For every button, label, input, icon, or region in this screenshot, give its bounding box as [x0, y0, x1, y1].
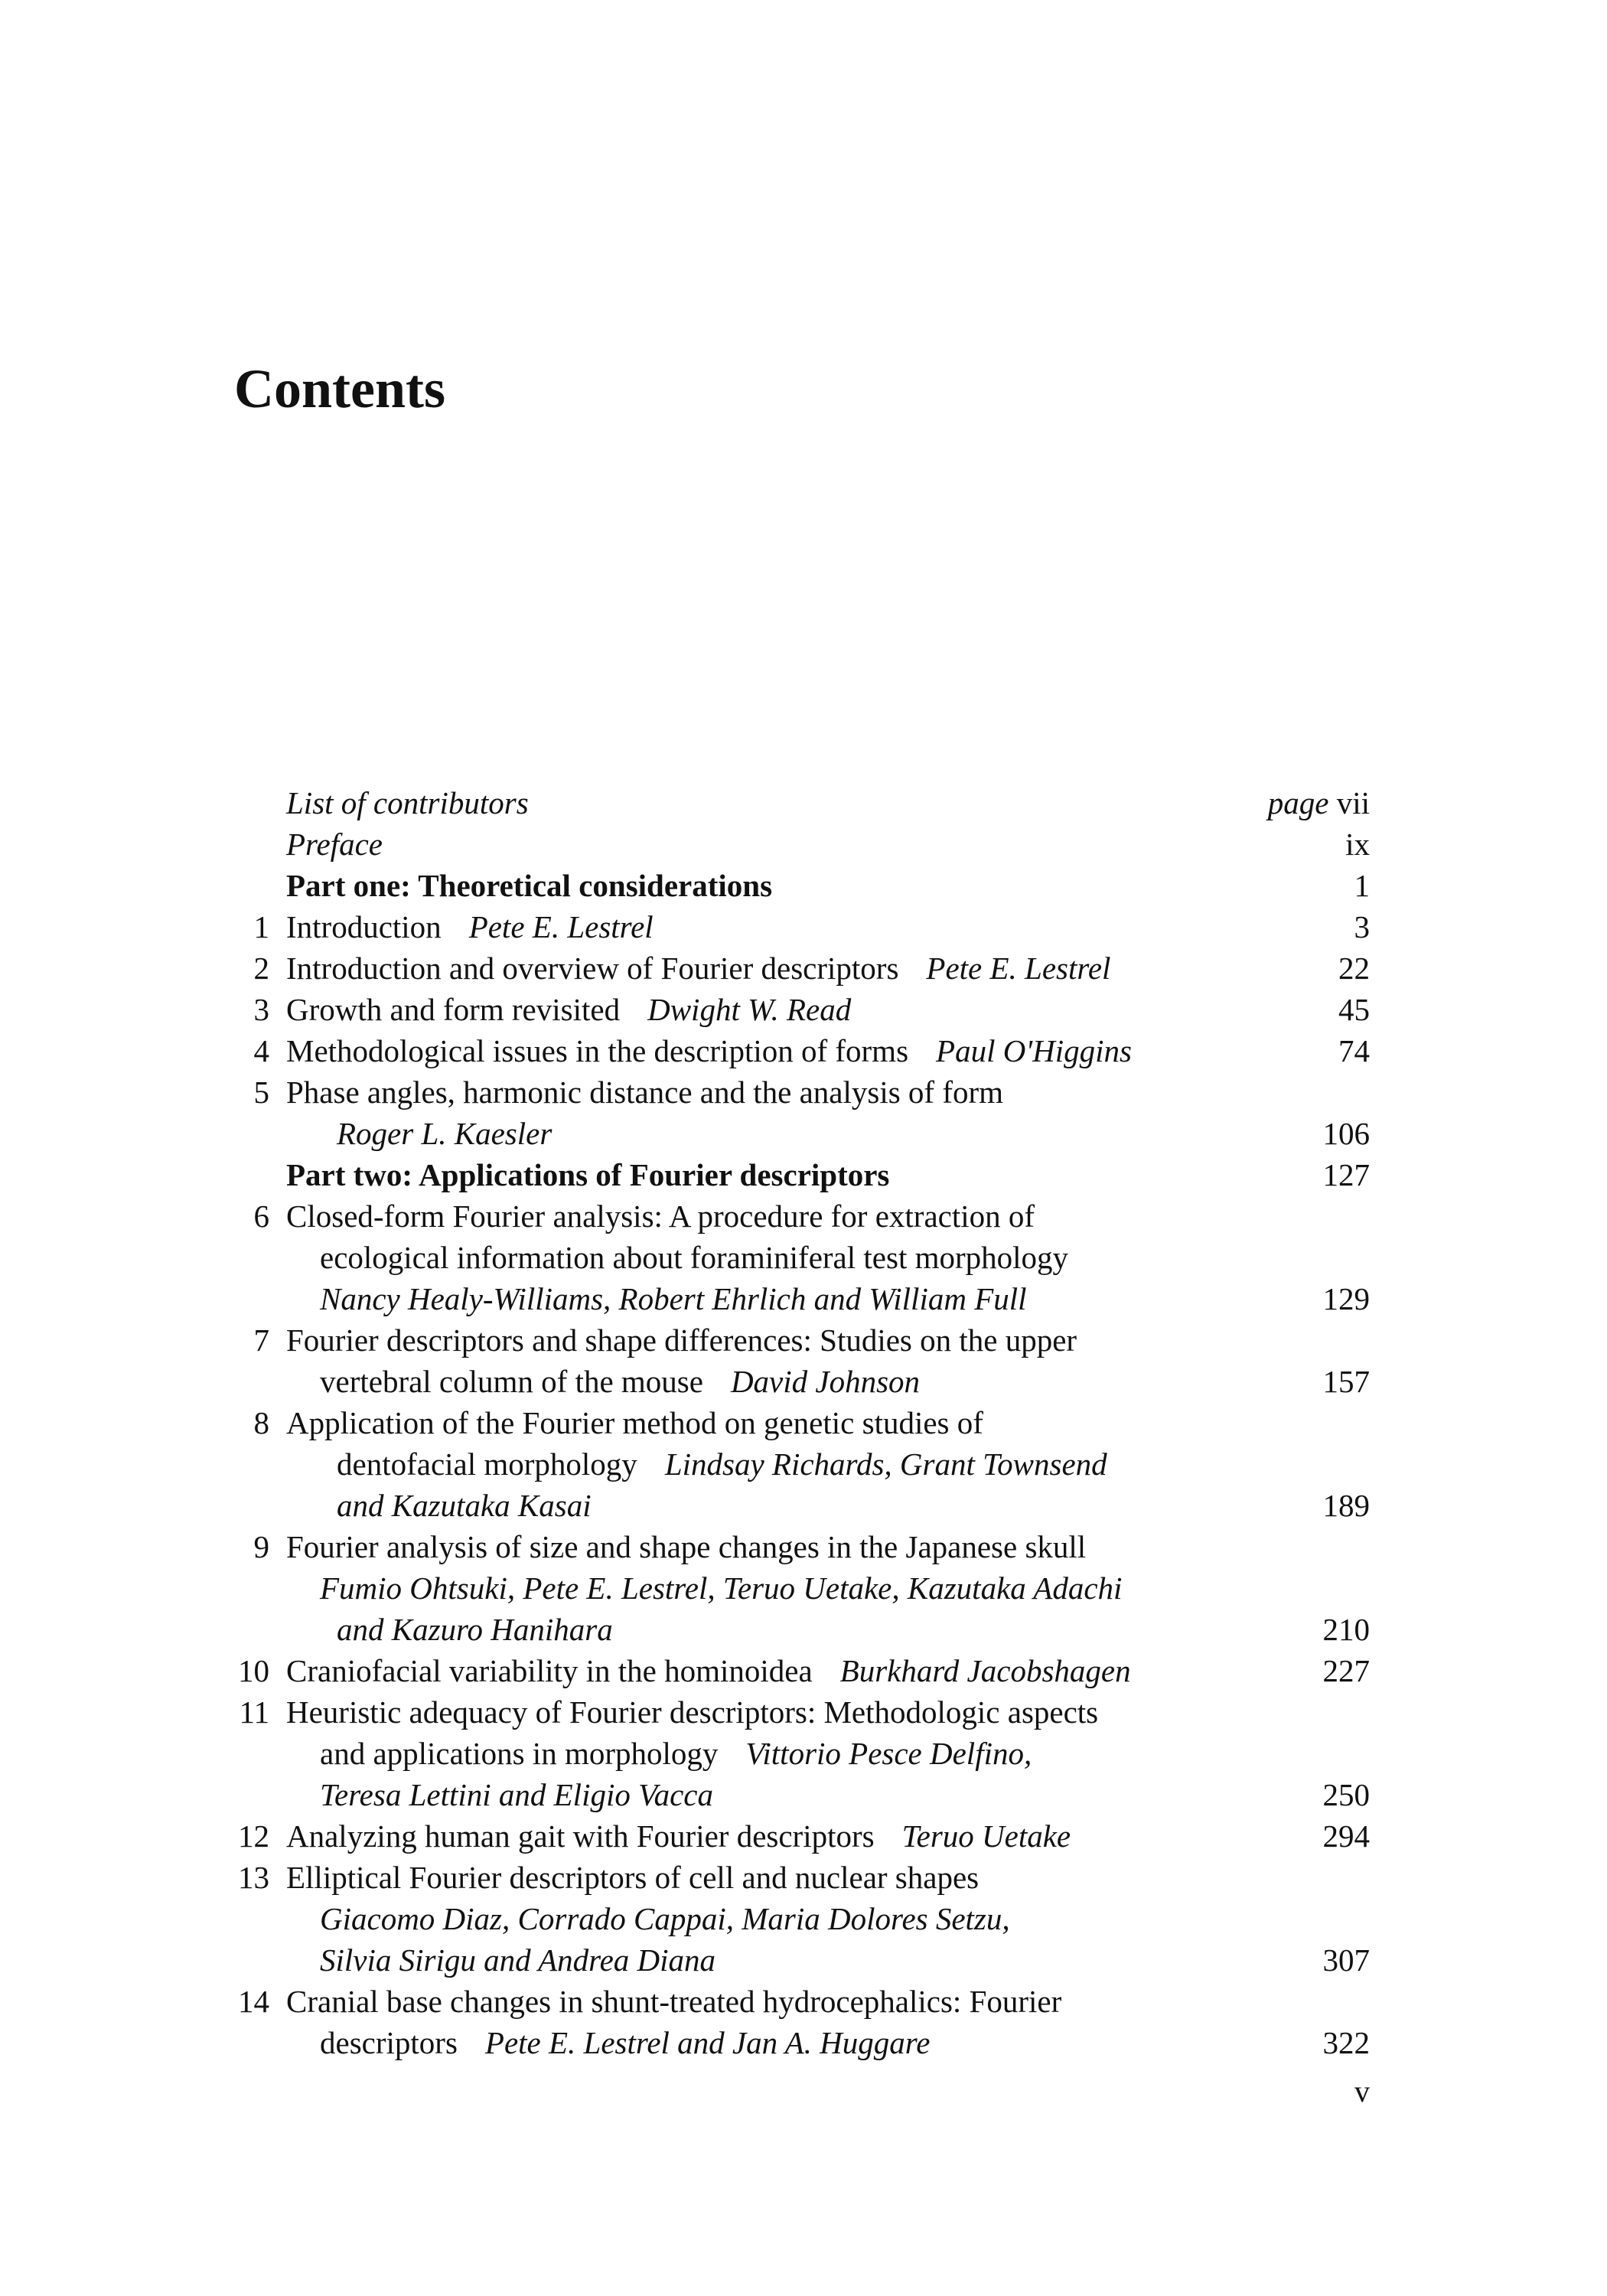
entry-page: 129: [1322, 1281, 1370, 1316]
toc-entry-chapter-14: [222, 1981, 1370, 2022]
toc-entry-chapter-6-author: [222, 1278, 1370, 1319]
chapter-number: 12: [238, 1818, 269, 1854]
entry-page: 307: [1322, 1942, 1370, 1978]
toc-entry-chapter-8-author: [222, 1485, 1370, 1526]
toc-entry-chapter-14-cont: [222, 2022, 1370, 2063]
chapter-title: Fourier descriptors and shape differences: Studies on the upper: [286, 1322, 1077, 1358]
entry-page: 74: [1338, 1033, 1370, 1068]
toc-entry-chapter-2: [222, 947, 1370, 989]
page-number: vii: [1336, 785, 1370, 820]
chapter-number: 6: [253, 1199, 269, 1234]
chapter-title: Methodological issues in the description of forms: [286, 1033, 909, 1068]
toc-entry-chapter-13: [222, 1857, 1370, 1898]
table-of-contents: [222, 782, 1370, 2063]
entry-page: [1268, 782, 1370, 823]
chapter-number: 10: [238, 1653, 269, 1688]
entry-text: [286, 947, 1110, 989]
chapter-author-cont: Silvia Sirigu and Andrea Diana: [320, 1942, 716, 1978]
toc-entry-chapter-1: [222, 906, 1370, 947]
chapter-title: Introduction: [286, 909, 442, 944]
chapter-title: Elliptical Fourier descriptors of cell and nuclear shapes: [286, 1860, 980, 1895]
entry-page: 227: [1322, 1653, 1370, 1688]
chapter-number: 8: [253, 1405, 269, 1440]
part-heading: Part two: Applications of Fourier descriptors: [286, 1157, 890, 1192]
chapter-author-cont: Teresa Lettini and Eligio Vacca: [320, 1777, 714, 1812]
entry-page: 250: [1322, 1777, 1370, 1812]
chapter-title: Introduction and overview of Fourier descriptors: [286, 951, 899, 986]
toc-entry-chapter-12: [222, 1815, 1370, 1857]
entry-page: ix: [1345, 827, 1370, 862]
chapter-title: Fourier analysis of size and shape changes in the Japanese skull: [286, 1529, 1087, 1564]
entry-text: [286, 1815, 1071, 1857]
chapter-author: Paul O'Higgins: [936, 1033, 1132, 1068]
chapter-author: Nancy Healy-Williams, Robert Ehrlich and William Full: [320, 1281, 1027, 1316]
chapter-author: Burkhard Jacobshagen: [839, 1653, 1131, 1688]
toc-entry-chapter-3: [222, 989, 1370, 1030]
page-title: Contents: [234, 358, 446, 419]
toc-entry-chapter-4: [222, 1030, 1370, 1071]
entry-text: [286, 989, 851, 1030]
chapter-title: Application of the Fourier method on genetic studies of: [286, 1405, 983, 1440]
entry-page: 1: [1354, 868, 1370, 903]
chapter-author: David Johnson: [730, 1364, 921, 1399]
chapter-author: Dwight W. Read: [647, 992, 852, 1027]
chapter-title: Closed-form Fourier analysis: A procedure for extraction of: [286, 1199, 1035, 1234]
entry-page: 22: [1338, 951, 1370, 986]
chapter-author: Pete E. Lestrel and Jan A. Huggare: [484, 2025, 931, 2060]
entry-text: [337, 1443, 1107, 1485]
chapter-title-cont: descriptors: [320, 2025, 458, 2060]
toc-entry-chapter-11-author: [222, 1774, 1370, 1815]
toc-entry-chapter-8: [222, 1402, 1370, 1443]
entry-text: [320, 1361, 920, 1402]
toc-entry-chapter-11-cont: [222, 1733, 1370, 1774]
chapter-number: 3: [253, 992, 269, 1027]
chapter-author: Teruo Uetake: [901, 1818, 1071, 1854]
chapter-author: Pete E. Lestrel: [468, 909, 654, 944]
chapter-author: Roger L. Kaesler: [337, 1116, 553, 1151]
chapter-title: Heuristic adequacy of Fourier descriptors: Methodologic aspects: [286, 1694, 1099, 1730]
toc-part-two: [222, 1154, 1370, 1195]
toc-entry-chapter-7: [222, 1319, 1370, 1361]
entry-page: 210: [1322, 1612, 1370, 1647]
entry-page: 294: [1322, 1818, 1370, 1854]
entry-text: [320, 1733, 1032, 1774]
chapter-title: Phase angles, harmonic distance and the analysis of form: [286, 1075, 1004, 1110]
chapter-author: Vittorio Pesce Delfino,: [745, 1736, 1032, 1771]
chapter-number: 13: [238, 1860, 269, 1895]
entry-text: [286, 1650, 1131, 1691]
toc-entry-preface: [222, 823, 1370, 865]
entry-page: 322: [1322, 2025, 1370, 2060]
chapter-title-cont: ecological information about foraminiferal test morphology: [320, 1240, 1069, 1275]
chapter-title: Cranial base changes in shunt-treated hydrocephalics: Fourier: [286, 1984, 1062, 2019]
chapter-author-cont: and Kazuro Hanihara: [337, 1612, 613, 1647]
toc-entry-contributors: [222, 782, 1370, 823]
entry-page: 106: [1322, 1116, 1370, 1151]
entry-page: 45: [1338, 992, 1370, 1027]
toc-entry-chapter-11: [222, 1691, 1370, 1733]
chapter-number: 2: [253, 951, 269, 986]
chapter-number: 11: [239, 1694, 269, 1730]
entry-text: [286, 1030, 1132, 1071]
chapter-title-cont: and applications in morphology: [320, 1736, 719, 1771]
chapter-author: Lindsay Richards, Grant Townsend: [664, 1446, 1107, 1482]
toc-entry-chapter-8-cont: [222, 1443, 1370, 1485]
toc-entry-chapter-6: [222, 1195, 1370, 1237]
entry-page: 189: [1322, 1488, 1370, 1523]
toc-entry-chapter-6-cont: [222, 1237, 1370, 1278]
entry-title: Preface: [286, 827, 383, 862]
chapter-title: Growth and form revisited: [286, 992, 621, 1027]
chapter-number: 5: [253, 1075, 269, 1110]
chapter-number: 4: [253, 1033, 269, 1068]
entry-page: 3: [1354, 909, 1370, 944]
chapter-author-cont: and Kazutaka Kasai: [337, 1488, 592, 1523]
chapter-title-cont: vertebral column of the mouse: [320, 1364, 703, 1399]
entry-title: List of contributors: [286, 785, 529, 820]
toc-entry-chapter-9: [222, 1526, 1370, 1567]
chapter-title: Craniofacial variability in the hominoidea: [286, 1653, 813, 1688]
chapter-number: 9: [253, 1529, 269, 1564]
part-heading: Part one: Theoretical considerations: [286, 868, 773, 903]
chapter-title: Analyzing human gait with Fourier descriptors: [286, 1818, 875, 1854]
entry-text: [286, 906, 654, 947]
toc-entry-chapter-10: [222, 1650, 1370, 1691]
toc-entry-chapter-9-author-cont: [222, 1609, 1370, 1650]
page-folio: v: [1354, 2074, 1370, 2108]
chapter-author: Fumio Ohtsuki, Pete E. Lestrel, Teruo Uetake, Kazutaka Adachi: [320, 1570, 1123, 1606]
chapter-author: Pete E. Lestrel: [926, 951, 1111, 986]
chapter-number: 14: [238, 1984, 269, 2019]
entry-text: [320, 2022, 930, 2063]
chapter-title-cont: dentofacial morphology: [337, 1446, 637, 1482]
toc-entry-chapter-5: [222, 1071, 1370, 1113]
page-prefix: page: [1267, 785, 1329, 820]
chapter-number: 1: [253, 909, 269, 944]
toc-part-one: [222, 865, 1370, 906]
entry-page: 157: [1322, 1364, 1370, 1399]
toc-entry-chapter-5-cont: [222, 1113, 1370, 1154]
toc-entry-chapter-9-author: [222, 1567, 1370, 1609]
entry-page: 127: [1322, 1157, 1370, 1192]
chapter-number: 7: [253, 1322, 269, 1358]
toc-entry-chapter-13-author: [222, 1898, 1370, 1939]
toc-entry-chapter-7-cont: [222, 1361, 1370, 1402]
chapter-author: Giacomo Diaz, Corrado Cappai, Maria Dolores Setzu,: [320, 1901, 1010, 1936]
toc-entry-chapter-13-author-cont: [222, 1939, 1370, 1981]
